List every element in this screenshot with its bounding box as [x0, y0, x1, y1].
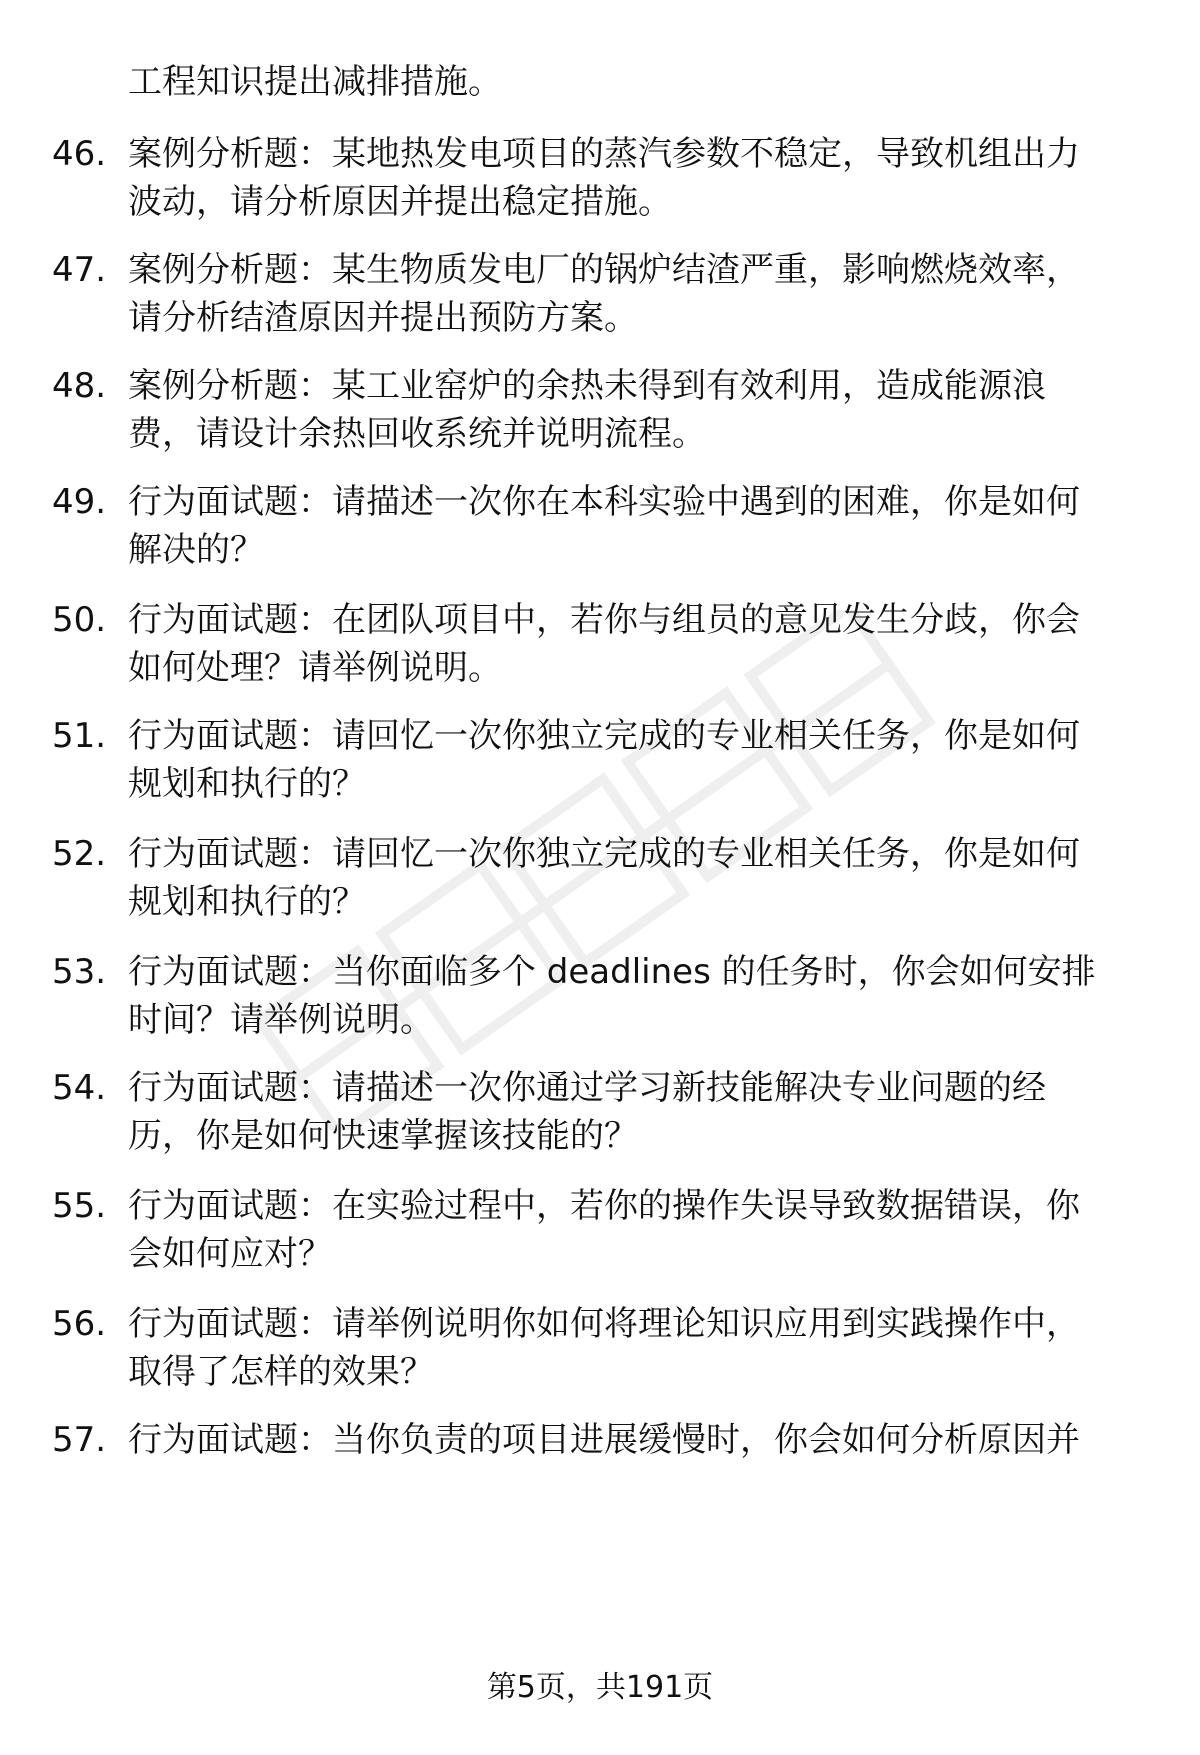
question-text-line-2: 时间？请举例说明。 — [128, 1000, 434, 1040]
question-text-line-1: 行为面试题：请回忆一次你独立完成的专业相关任务，你是如何 — [128, 834, 1080, 874]
page-footer: 第5页，共191页 — [486, 1670, 714, 1705]
question-text-line-2: 规划和执行的？ — [128, 882, 366, 922]
question-text-line-1: 行为面试题：在实验过程中，若你的操作失误导致数据错误，你 — [128, 1186, 1080, 1226]
question-text-line-1: 行为面试题：请举例说明你如何将理论知识应用到实践操作中， — [128, 1304, 1080, 1344]
question-text-line-2: 波动，请分析原因并提出稳定措施。 — [128, 182, 672, 222]
question-text-line-2: 取得了怎样的效果？ — [128, 1352, 434, 1392]
question-number: 49. — [52, 482, 107, 522]
question-text-line-2: 请分析结渣原因并提出预防方案。 — [128, 298, 638, 338]
question-number: 53. — [52, 952, 107, 992]
question-number: 51. — [52, 716, 107, 756]
question-text-line-1: 案例分析题：某生物质发电厂的锅炉结渣严重，影响燃烧效率， — [128, 250, 1080, 290]
question-text-line-1: 行为面试题：请描述一次你在本科实验中遇到的困难，你是如何 — [128, 482, 1080, 522]
question-text-line-1: 案例分析题：某地热发电项目的蒸汽参数不稳定，导致机组出力 — [128, 134, 1080, 174]
question-text-line-2: 会如何应对？ — [128, 1234, 332, 1274]
question-number: 54. — [52, 1068, 107, 1108]
question-text-line-1: 行为面试题：在团队项目中，若你与组员的意见发生分歧，你会 — [128, 600, 1080, 640]
question-number: 52. — [52, 834, 107, 874]
question-text-line-1: 行为面试题：请回忆一次你独立完成的专业相关任务，你是如何 — [128, 716, 1080, 756]
question-number: 46. — [52, 134, 107, 174]
question-text-line-1: 行为面试题：当你面临多个 deadlines 的任务时，你会如何安排 — [128, 952, 1096, 992]
question-text-line-2: 规划和执行的？ — [128, 764, 366, 804]
question-number: 47. — [52, 250, 107, 290]
continuation-text: 工程知识提出减排措施。 — [128, 62, 502, 102]
question-text-line-2: 历，你是如何快速掌握该技能的？ — [128, 1116, 638, 1156]
question-text-line-1: 行为面试题：当你负责的项目进展缓慢时，你会如何分析原因并 — [128, 1420, 1080, 1460]
question-number: 55. — [52, 1186, 107, 1226]
question-text-line-2: 费，请设计余热回收系统并说明流程。 — [128, 414, 706, 454]
question-text-line-1: 案例分析题：某工业窑炉的余热未得到有效利用，造成能源浪 — [128, 366, 1046, 406]
question-text-line-1: 行为面试题：请描述一次你通过学习新技能解决专业问题的经 — [128, 1068, 1046, 1108]
question-number: 56. — [52, 1304, 107, 1344]
question-text-line-2: 如何处理？请举例说明。 — [128, 648, 502, 688]
question-text-line-2: 解决的？ — [128, 530, 264, 570]
question-number: 50. — [52, 600, 107, 640]
question-number: 57. — [52, 1420, 107, 1460]
question-number: 48. — [52, 366, 107, 406]
